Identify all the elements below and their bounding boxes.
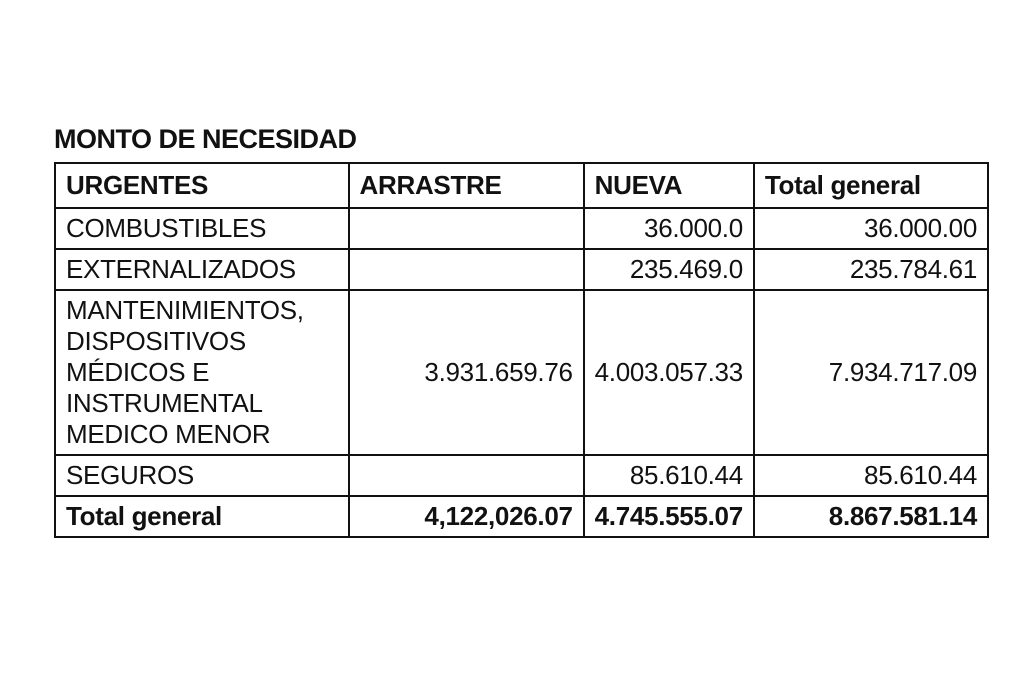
header-arrastre: ARRASTRE [349, 163, 584, 208]
row-nueva: 36.000.0 [584, 208, 754, 249]
row-total: 36.000.00 [754, 208, 988, 249]
table-header-row [55, 163, 988, 208]
row-arrastre [349, 249, 584, 290]
total-total-general: 8.867.581.14 [754, 496, 988, 537]
table-row [55, 208, 988, 249]
total-label: Total general [55, 496, 349, 537]
header-urgentes: URGENTES [55, 163, 349, 208]
row-label: MANTENIMIENTOS, DISPOSITIVOS MÉDICOS E INSTRUMENTAL MEDICO MENOR [55, 290, 349, 455]
row-total: 7.934.717.09 [754, 290, 988, 455]
row-nueva: 235.469.0 [584, 249, 754, 290]
table-row [55, 249, 988, 290]
row-arrastre [349, 208, 584, 249]
row-label: COMBUSTIBLES [55, 208, 349, 249]
row-nueva: 4.003.057.33 [584, 290, 754, 455]
header-total-general: Total general [754, 163, 988, 208]
total-arrastre: 4,122,026.07 [349, 496, 584, 537]
row-total: 235.784.61 [754, 249, 988, 290]
row-total: 85.610.44 [754, 455, 988, 496]
row-nueva: 85.610.44 [584, 455, 754, 496]
row-arrastre: 3.931.659.76 [349, 290, 584, 455]
row-arrastre [349, 455, 584, 496]
necessity-table [54, 162, 989, 538]
total-row [55, 496, 988, 537]
table-row [55, 290, 988, 455]
total-nueva: 4.745.555.07 [584, 496, 754, 537]
page-title: MONTO DE NECESIDAD [54, 124, 357, 154]
row-label: SEGUROS [55, 455, 349, 496]
table-row [55, 455, 988, 496]
row-label: EXTERNALIZADOS [55, 249, 349, 290]
header-nueva: NUEVA [584, 163, 754, 208]
